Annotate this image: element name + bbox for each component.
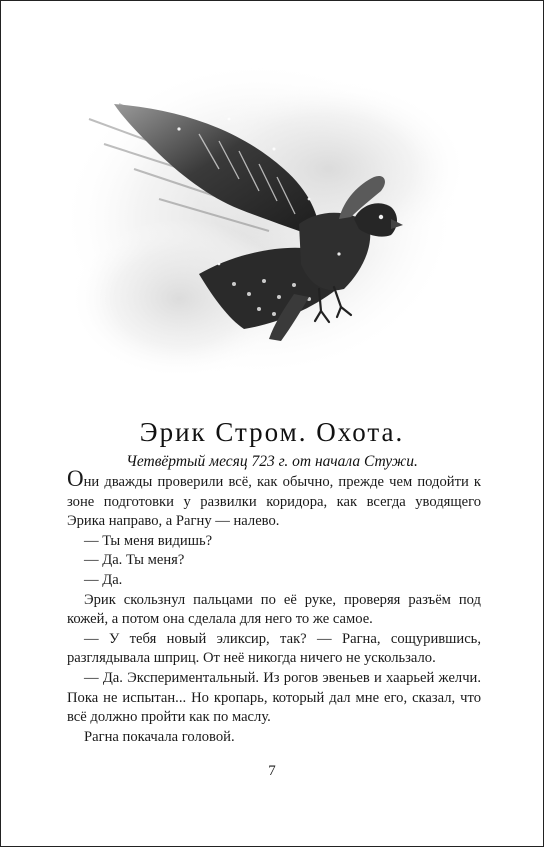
chapter-body	[67, 466, 481, 747]
paragraph	[67, 466, 481, 532]
drop-cap: О	[67, 466, 84, 491]
chapter-subtitle: Четвёртый месяц 723 г. от начала Стужи.	[126, 453, 418, 470]
paragraph: Эрик скользнул пальцами по её руке, проверяя разъём под кожей, а потом она сделала для него то же самое.	[67, 591, 481, 628]
paragraph: — Да.	[84, 571, 123, 588]
paragraph: — Да. Ты меня?	[84, 552, 185, 569]
page-number: 7	[268, 763, 276, 779]
paragraph: — Ты меня видишь?	[84, 532, 213, 549]
falcon-illustration-icon	[69, 49, 469, 394]
chapter-title: Эрик Стром. Охота.	[139, 417, 405, 447]
paragraph: — У тебя новый эликсир, так? — Рагна, сощурившись, разглядывала шприц. От неё никогда ничего не ускользало.	[67, 630, 481, 667]
paragraph-text: ни дважды проверили всё, как обычно, прежде чем подойти к зоне подготовки у развилки коридора, как всегда уводящего Эрика направо, а Рагну — налево.	[67, 474, 481, 530]
paragraph: Рагна покачала головой.	[84, 728, 235, 745]
paragraph: — Да. Экспериментальный. Из рогов эвеньев и хаарьей желчи. Пока не испытан... Но кропарь, который дал мне его, сказал, что всё должно пройти как по маслу.	[67, 669, 481, 726]
